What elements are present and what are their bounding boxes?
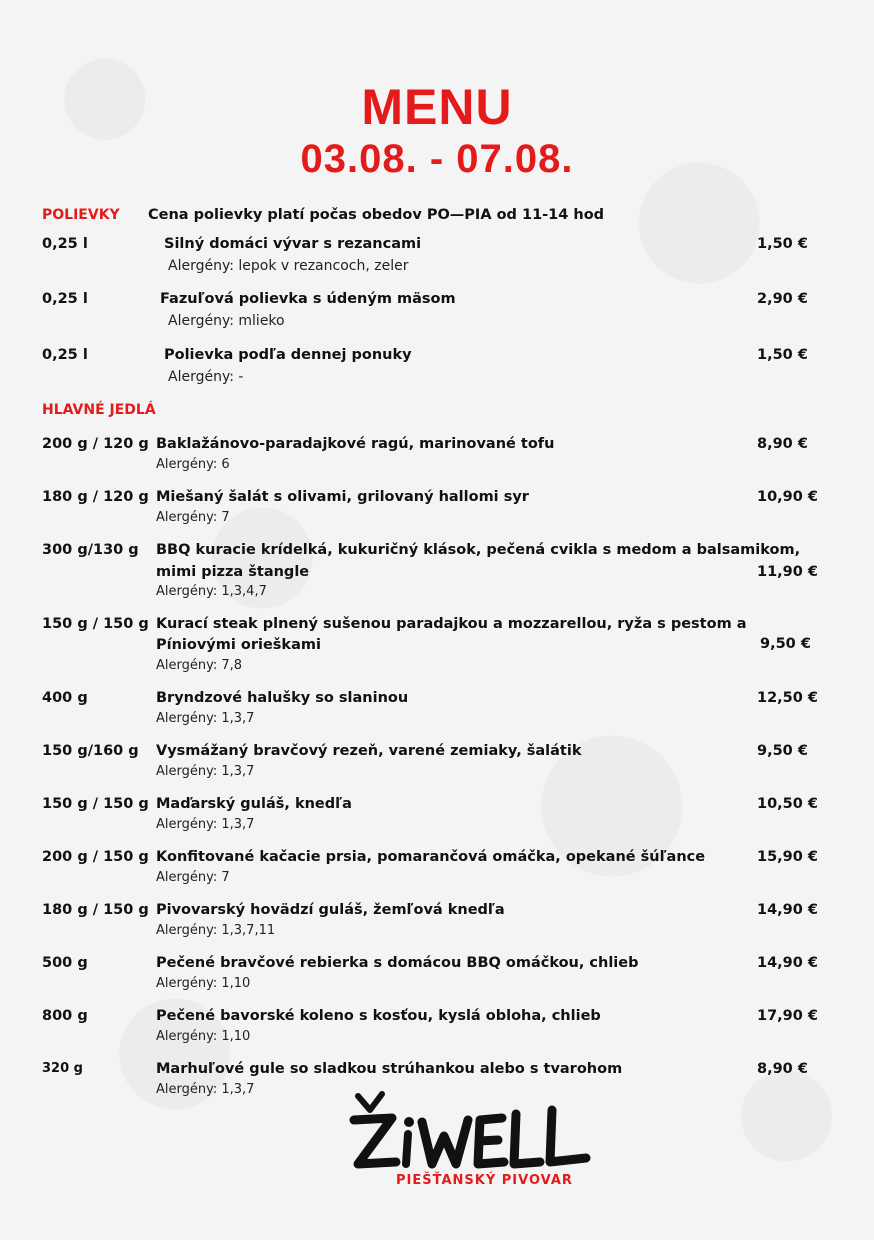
main-price: 11,90 € (757, 564, 819, 580)
soup-name: Silný domáci vývar s rezancami (164, 236, 422, 252)
main-allergens: Alergény: 1,3,7,11 (156, 923, 276, 938)
main-price: 12,50 € (757, 690, 819, 706)
main-size: 150 g/160 g (42, 743, 139, 759)
menu-title: MENU (361, 79, 513, 135)
soups-heading: POLIEVKY (42, 207, 120, 223)
ziwell-logo (348, 1088, 593, 1190)
main-price: 15,90 € (757, 849, 819, 865)
main-size: 500 g (42, 955, 88, 971)
soup-size: 0,25 l (42, 347, 88, 363)
menu-dates: 03.08. - 07.08. (300, 137, 574, 181)
main-size: 200 g / 150 g (42, 849, 149, 865)
main-allergens: Alergény: 1,3,7 (156, 1082, 255, 1097)
main-allergens: Alergény: 1,3,7 (156, 764, 255, 779)
main-price: 17,90 € (757, 1008, 819, 1024)
main-allergens: Alergény: 1,3,4,7 (156, 584, 267, 599)
soup-size: 0,25 l (42, 236, 88, 252)
soup-allergens: Alergény: - (168, 369, 244, 385)
main-size: 300 g/130 g (42, 542, 139, 558)
main-name: Pečené bravčové rebierka s domácou BBQ omáčkou, chlieb (156, 955, 639, 971)
soups-note: Cena polievky platí počas obedov PO—PIA od 11-14 hod (148, 207, 605, 223)
main-size: 400 g (42, 690, 88, 706)
main-allergens: Alergény: 1,3,7 (156, 711, 255, 726)
main-price: 9,50 € (760, 636, 811, 652)
main-allergens: Alergény: 7,8 (156, 658, 243, 673)
main-price: 10,90 € (757, 489, 819, 505)
main-name: Kurací steak plnený sušenou paradajkou a mozzarellou, ryža s pestom a (156, 616, 747, 632)
soup-allergens: Alergény: lepok v rezancoch, zeler (168, 258, 409, 274)
main-allergens: Alergény: 6 (156, 457, 230, 472)
logo-tagline: PIEŠŤANSKÝ PIVOVAR (396, 1173, 573, 1188)
soup-size: 0,25 l (42, 291, 88, 307)
main-name: BBQ kuracie krídelká, kukuričný klások, pečená cvikla s medom a balsamikom, (156, 542, 801, 558)
main-price: 8,90 € (757, 436, 808, 452)
main-name-continued: Píniovými orieškami (156, 637, 321, 653)
main-price: 14,90 € (757, 955, 819, 971)
soup-allergens: Alergény: mlieko (168, 313, 285, 329)
main-price: 8,90 € (757, 1061, 808, 1077)
main-allergens: Alergény: 7 (156, 510, 230, 525)
main-name: Marhuľové gule so sladkou strúhankou alebo s tvarohom (156, 1061, 623, 1077)
main-allergens: Alergény: 1,10 (156, 1029, 251, 1044)
main-price: 9,50 € (757, 743, 808, 759)
main-name: Konfitované kačacie prsia, pomarančová omáčka, opekané šúľance (156, 849, 706, 865)
main-allergens: Alergény: 7 (156, 870, 230, 885)
main-allergens: Alergény: 1,3,7 (156, 817, 255, 832)
main-price: 14,90 € (757, 902, 819, 918)
main-size: 180 g / 120 g (42, 489, 149, 505)
main-name: Pivovarský hovädzí guláš, žemľová knedľa (156, 902, 505, 918)
soup-price: 1,50 € (757, 347, 808, 363)
main-size: 150 g / 150 g (42, 796, 149, 812)
main-size: 320 g (42, 1061, 83, 1076)
main-name: Bryndzové halušky so slaninou (156, 690, 409, 706)
soup-name: Fazuľová polievka s údeným mäsom (160, 291, 456, 307)
main-size: 800 g (42, 1008, 88, 1024)
soup-price: 2,90 € (757, 291, 808, 307)
mains-heading: HLAVNÉ JEDLÁ (42, 402, 156, 418)
main-size: 200 g / 120 g (42, 436, 149, 452)
main-price: 10,50 € (757, 796, 819, 812)
soup-name: Polievka podľa dennej ponuky (164, 347, 412, 363)
soup-price: 1,50 € (757, 236, 808, 252)
main-size: 150 g / 150 g (42, 616, 149, 632)
main-name-continued: mimi pizza štangle (156, 564, 310, 580)
main-name: Maďarský guláš, knedľa (156, 796, 352, 812)
main-size: 180 g / 150 g (42, 902, 149, 918)
main-name: Baklažánovo-paradajkové ragú, marinované tofu (156, 436, 555, 452)
main-allergens: Alergény: 1,10 (156, 976, 251, 991)
main-name: Vysmážaný bravčový rezeň, varené zemiaky, šalátik (156, 743, 582, 759)
main-name: Pečené bavorské koleno s kosťou, kyslá obloha, chlieb (156, 1008, 601, 1024)
main-name: Miešaný šalát s olivami, grilovaný hallomi syr (156, 489, 529, 505)
